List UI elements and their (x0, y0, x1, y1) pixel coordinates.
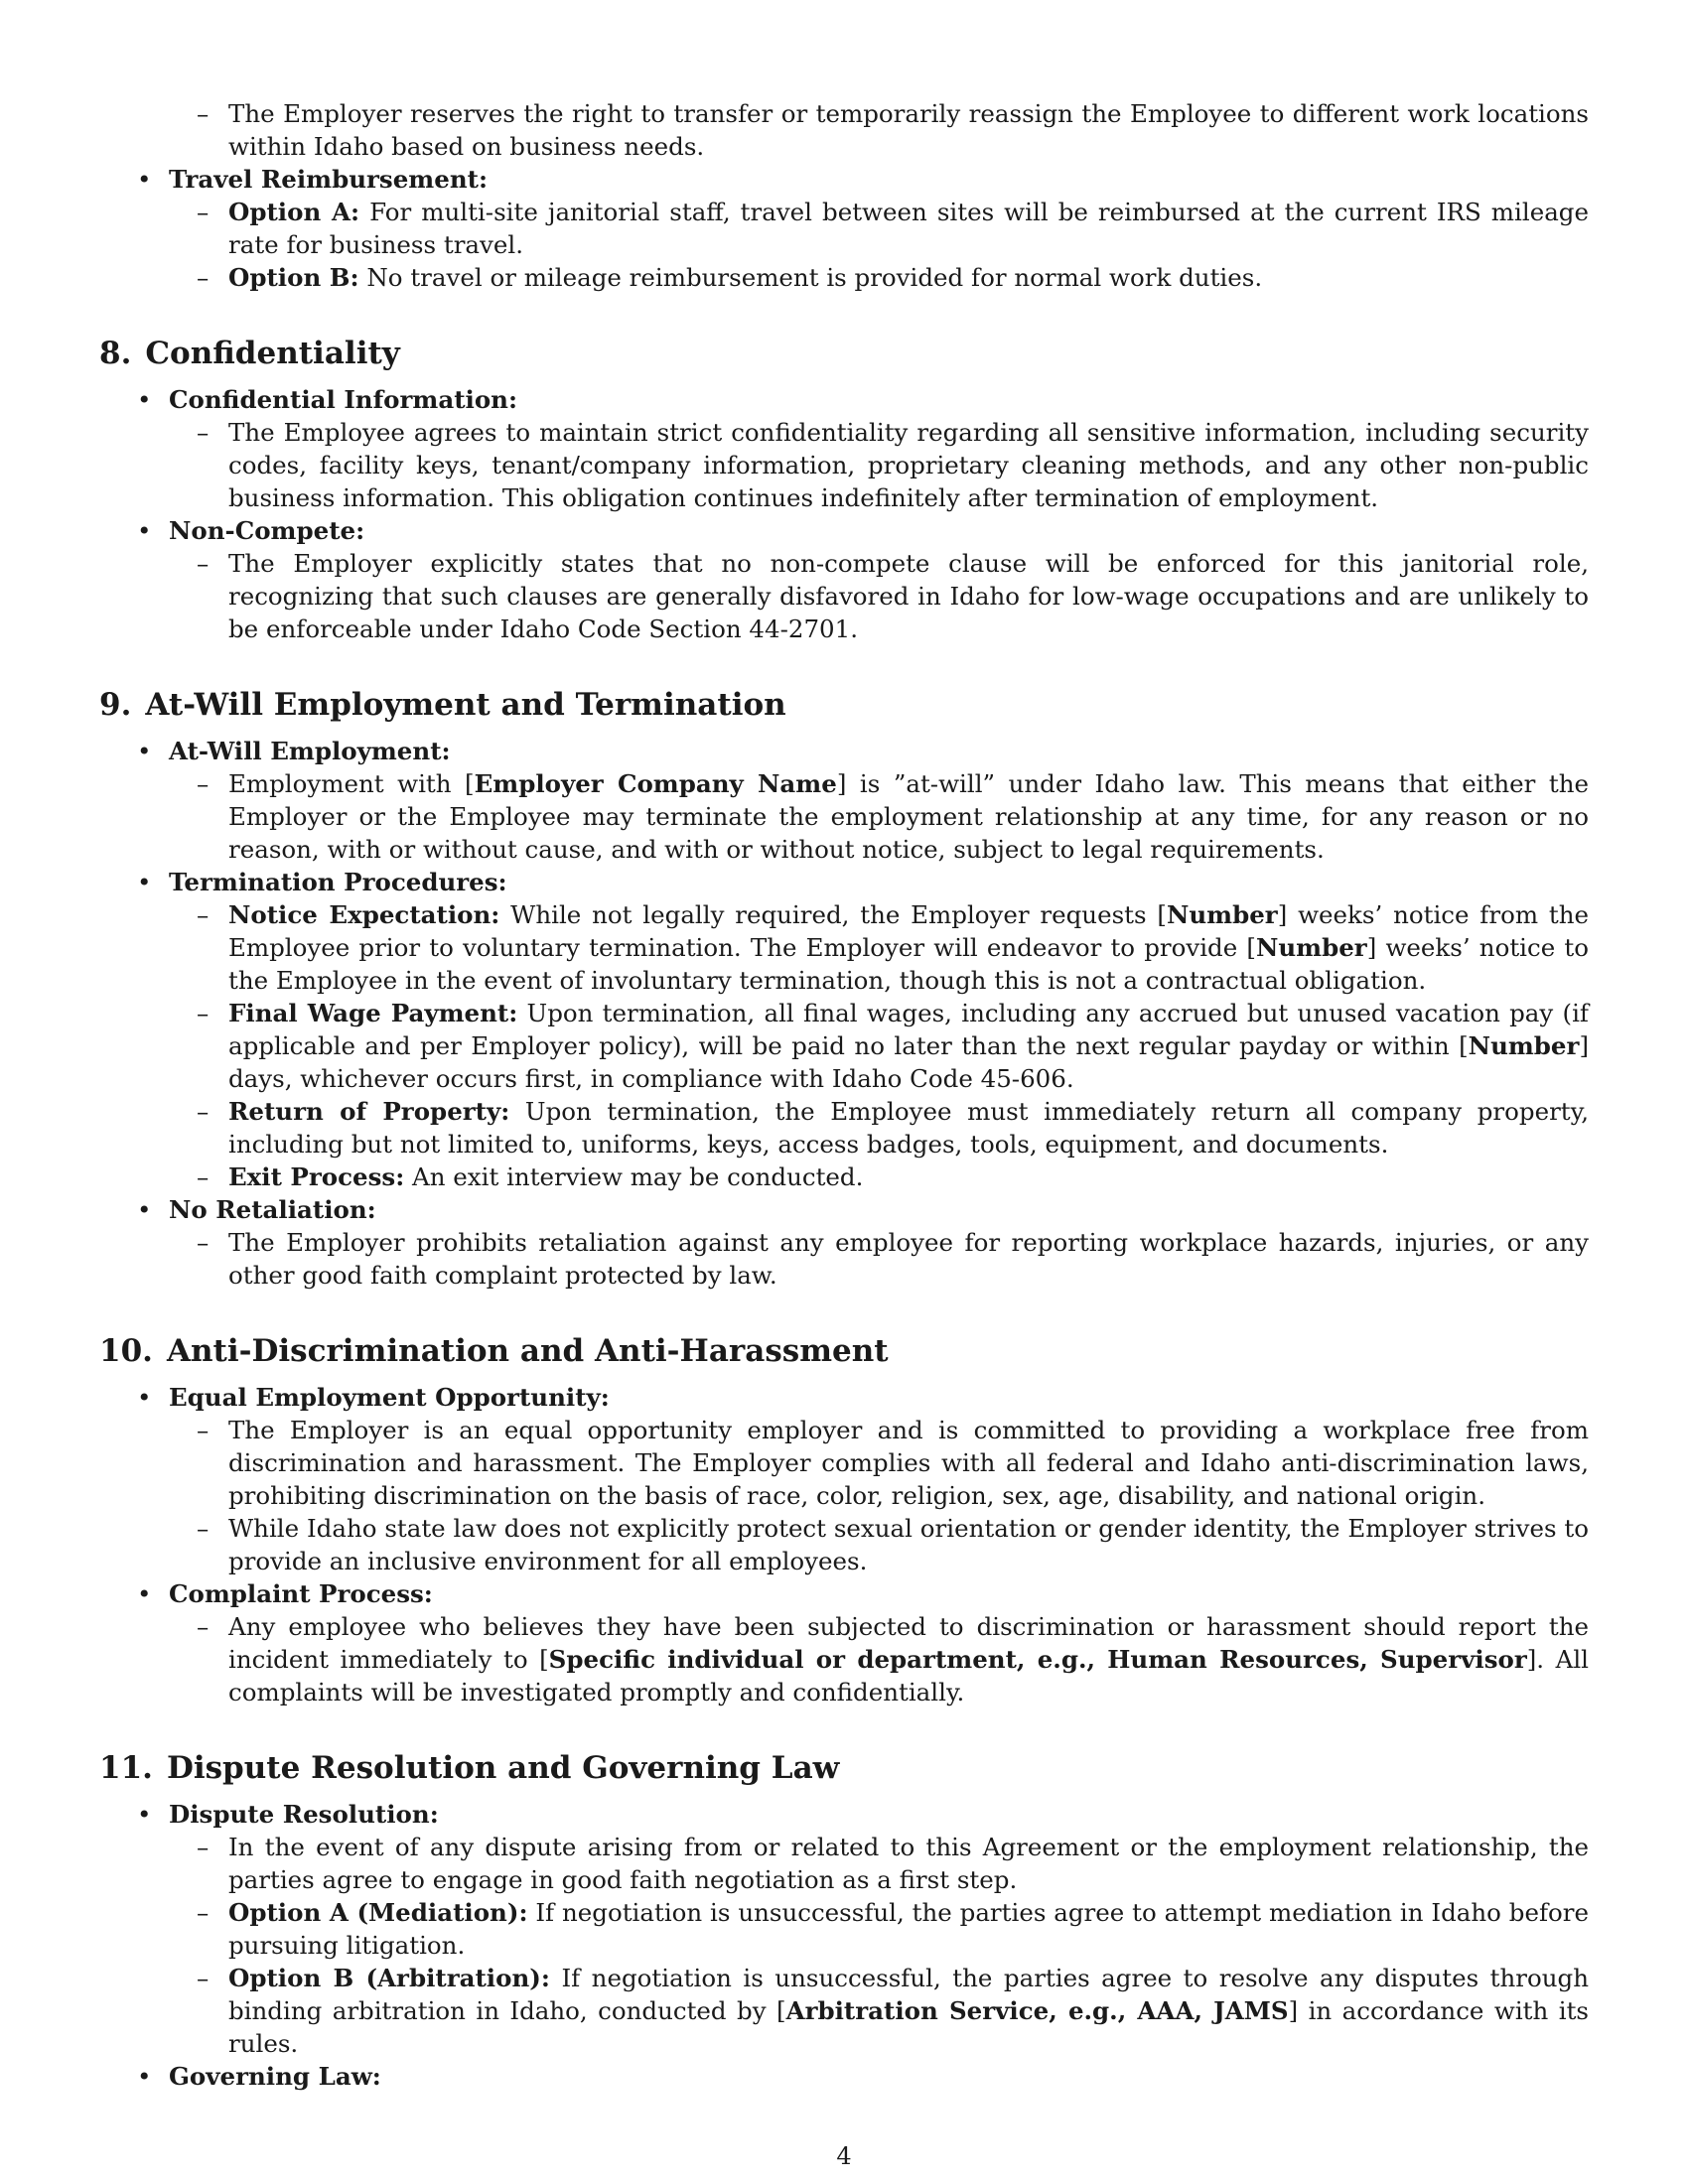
list-item: • Confidential Information: (137, 385, 518, 414)
list-item: • At-Will Employment: (137, 737, 451, 765)
section-heading-11: 11. Dispute Resolution and Governing Law (99, 1750, 840, 1786)
page-number: 4 (836, 2142, 852, 2170)
list-item: – While Idaho state law does not explicitly protect sexual orientation or gender identity, the Employer strives to provide an inclusive environment for all employees. (197, 1514, 1589, 1575)
section-heading-9: 9. At-Will Employment and Termination (99, 687, 786, 723)
list-item: • Governing Law: (137, 2062, 381, 2091)
placeholder: Arbitration Service, e.g., AAA, JAMS (785, 1996, 1289, 2025)
list-item: – The Employee agrees to maintain strict confidentiality regarding all sensitive information, including security codes, facility keys, tenant/company information, proprietary cleaning methods, and any other non-public business information. This obligation continues indefinitely after termination of employment. (197, 418, 1589, 512)
list-item: – Exit Process: An exit interview may be conducted. (197, 1162, 864, 1191)
list-item: – Any employee who believes they have been subjected to discrimination or harassment should report the incident immediately to [Specific individual or department, e.g., Human Resources, Supervisor]. All complaints will be investigated promptly and confidentially. (197, 1612, 1589, 1706)
list-item: • Travel Reimbursement: (137, 165, 488, 194)
list-item: – In the event of any dispute arising from or related to this Agreement or the employment relationship, the parties agree to engage in good faith negotiation as a first step. (197, 1833, 1589, 1894)
section-heading-8: 8. Confidentiality (99, 336, 400, 371)
list-item: • Complaint Process: (137, 1579, 433, 1608)
section-heading-10: 10. Anti-Discrimination and Anti-Harassment (99, 1333, 889, 1369)
list-item: – Final Wage Payment: Upon termination, all final wages, including any accrued but unused vacation pay (if applicable and per Employer policy), will be paid no later than the next regular payday or within [Number] days, whichever occurs first, in compliance with Idaho Code 45-606. (197, 999, 1589, 1093)
placeholder: Number (1468, 1031, 1580, 1060)
document-body (99, 97, 1589, 2093)
list-item: – Employment with [Employer Company Name] is ”at-will” under Idaho law. This means that either the Employer or the Employee may terminate the employment relationship at any time, for any reason or no reason, with or without cause, and with or without notice, subject to legal requirements. (197, 769, 1589, 864)
placeholder: Number (1255, 933, 1367, 962)
list-item: • Dispute Resolution: (137, 1800, 439, 1829)
item-label: Travel Reimbursement: (169, 165, 488, 194)
list-item: • Non-Compete: (137, 516, 365, 545)
list-item: – The Employer is an equal opportunity employer and is committed to providing a workplace free from discrimination and harassment. The Employer complies with all federal and Idaho anti-discrimination laws, prohibiting discrimination on the basis of race, color, religion, sex, age, disability, and national origin. (197, 1416, 1589, 1510)
list-item: – Return of Property: Upon termination, the Employee must immediately return all company property, including but not limited to, uniforms, keys, access badges, tools, equipment, and documents. (197, 1097, 1589, 1159)
list-item: – Option A: For multi-site janitorial staff, travel between sites will be reimbursed at the current IRS mileage rate for business travel. (197, 198, 1589, 259)
placeholder: Specific individual or department, e.g., Human Resources, Supervisor (548, 1645, 1527, 1674)
list-item: • Equal Employment Opportunity: (137, 1383, 610, 1412)
list-item: – The Employer prohibits retaliation against any employee for reporting workplace hazards, injuries, or any other good faith complaint protected by law. (197, 1228, 1589, 1290)
list-item: • Termination Procedures: (137, 868, 507, 896)
placeholder: Employer Company Name (474, 769, 837, 798)
list-item: – The Employer reserves the right to transfer or temporarily reassign the Employee to different work locations within Idaho based on business needs. (197, 99, 1589, 161)
list-item: – The Employer explicitly states that no non-compete clause will be enforced for this janitorial role, recognizing that such clauses are generally disfavored in Idaho for low-wage occupations and are unlikely to be enforceable under Idaho Code Section 44-2701. (197, 549, 1589, 643)
list-item: – Option B: No travel or mileage reimbursement is provided for normal work duties. (197, 263, 1263, 292)
list-item: – Option A (Mediation): If negotiation is unsuccessful, the parties agree to attempt mediation in Idaho before pursuing litigation. (197, 1898, 1589, 1960)
list-item: – Option B (Arbitration): If negotiation is unsuccessful, the parties agree to resolve any disputes through binding arbitration in Idaho, conducted by [Arbitration Service, e.g., AAA, JAMS] in accordance with its rules. (197, 1964, 1590, 2058)
placeholder: Number (1166, 900, 1278, 929)
list-item: – Notice Expectation: While not legally required, the Employer requests [Number] weeks’ notice from the Employee prior to voluntary termination. The Employer will endeavor to provide [Number] weeks’ notice to the Employee in the event of involuntary termination, though this is not a contractual obligation. (197, 900, 1590, 995)
list-item: • No Retaliation: (137, 1195, 376, 1224)
